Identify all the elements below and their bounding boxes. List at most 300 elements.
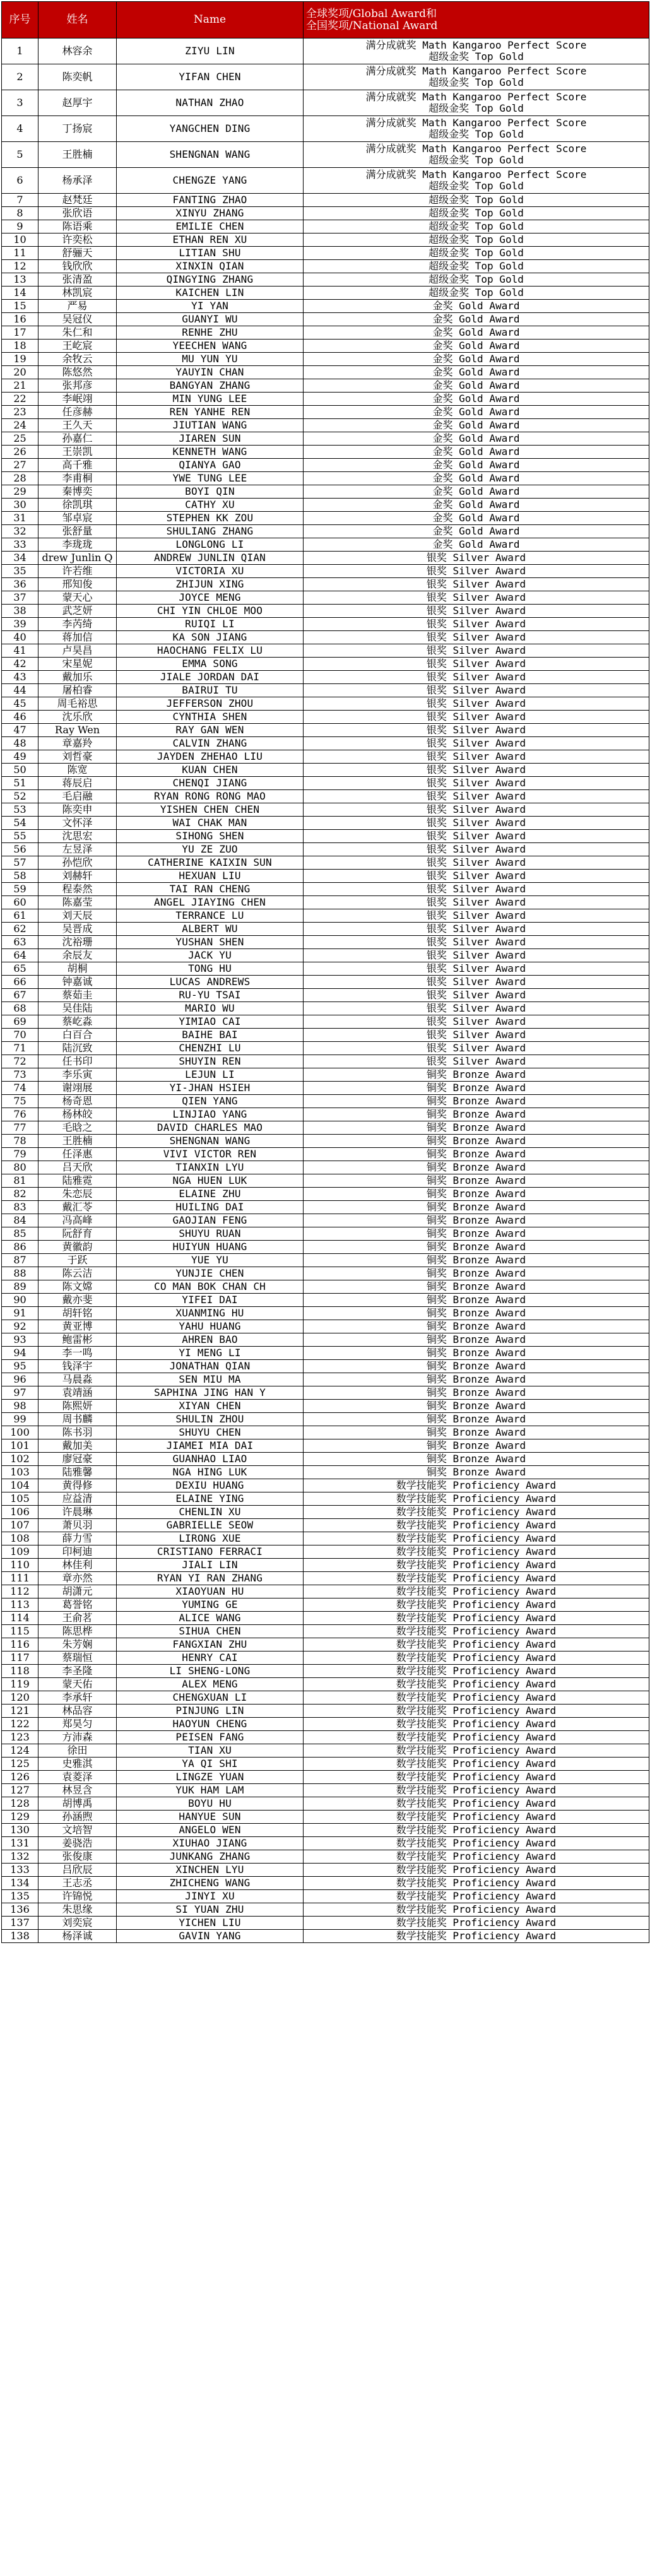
english-name-cell[interactable]: JACK YU — [117, 949, 304, 962]
row-number-cell[interactable]: 120 — [2, 1691, 38, 1705]
award-cell[interactable] — [304, 1559, 649, 1572]
award-cell[interactable] — [304, 1214, 649, 1227]
row-number-cell[interactable]: 35 — [2, 565, 38, 578]
award-cell[interactable] — [304, 485, 649, 499]
english-name-cell[interactable]: YIMIAO CAI — [117, 1015, 304, 1029]
award-cell[interactable] — [304, 340, 649, 353]
row-number-cell[interactable]: 132 — [2, 1850, 38, 1864]
row-number-cell[interactable]: 10 — [2, 233, 38, 247]
chinese-name-cell[interactable]: 蒋加信 — [38, 631, 117, 644]
award-cell[interactable] — [304, 1333, 649, 1347]
english-name-cell[interactable]: CHENGXUAN LI — [117, 1691, 304, 1705]
row-number-cell[interactable]: 135 — [2, 1890, 38, 1903]
chinese-name-cell[interactable]: 章嘉羚 — [38, 737, 117, 750]
row-number-cell[interactable]: 83 — [2, 1201, 38, 1214]
award-cell[interactable] — [304, 419, 649, 432]
award-cell[interactable] — [304, 976, 649, 989]
award-cell[interactable] — [304, 273, 649, 287]
english-name-cell[interactable]: FANTING ZHAO — [117, 194, 304, 207]
header-en-name[interactable]: Name — [117, 2, 304, 38]
english-name-cell[interactable]: GUANYI WU — [117, 313, 304, 326]
chinese-name-cell[interactable]: Ray Wen — [38, 724, 117, 737]
award-cell[interactable] — [304, 512, 649, 525]
english-name-cell[interactable]: ZIYU LIN — [117, 38, 304, 64]
chinese-name-cell[interactable]: 许奕松 — [38, 233, 117, 247]
row-number-cell[interactable]: 50 — [2, 764, 38, 777]
row-number-cell[interactable]: 103 — [2, 1466, 38, 1479]
english-name-cell[interactable]: JIALE JORDAN DAI — [117, 671, 304, 684]
chinese-name-cell[interactable]: 任彦赫 — [38, 406, 117, 419]
english-name-cell[interactable]: YEECHEN WANG — [117, 340, 304, 353]
award-cell[interactable] — [304, 38, 649, 64]
chinese-name-cell[interactable]: 蔡屹淼 — [38, 1015, 117, 1029]
row-number-cell[interactable]: 114 — [2, 1612, 38, 1625]
chinese-name-cell[interactable]: 李岷翊 — [38, 393, 117, 406]
english-name-cell[interactable]: TIAN XU — [117, 1744, 304, 1758]
row-number-cell[interactable]: 18 — [2, 340, 38, 353]
row-number-cell[interactable]: 88 — [2, 1267, 38, 1280]
english-name-cell[interactable]: VIVI VICTOR REN — [117, 1148, 304, 1161]
english-name-cell[interactable]: ANGELO WEN — [117, 1824, 304, 1837]
english-name-cell[interactable]: ALEX MENG — [117, 1678, 304, 1691]
english-name-cell[interactable]: XINYU ZHANG — [117, 207, 304, 220]
row-number-cell[interactable]: 24 — [2, 419, 38, 432]
chinese-name-cell[interactable]: 李承轩 — [38, 1691, 117, 1705]
row-number-cell[interactable]: 19 — [2, 353, 38, 366]
award-cell[interactable] — [304, 1691, 649, 1705]
english-name-cell[interactable]: SEN MIU MA — [117, 1373, 304, 1386]
chinese-name-cell[interactable]: 孙恺欣 — [38, 856, 117, 870]
english-name-cell[interactable]: JOYCE MENG — [117, 591, 304, 605]
award-cell[interactable] — [304, 1201, 649, 1214]
english-name-cell[interactable]: NGA HING LUK — [117, 1466, 304, 1479]
english-name-cell[interactable]: HUILING DAI — [117, 1201, 304, 1214]
award-cell[interactable] — [304, 764, 649, 777]
award-cell[interactable] — [304, 1466, 649, 1479]
english-name-cell[interactable]: RU-YU TSAI — [117, 989, 304, 1002]
award-cell[interactable] — [304, 1864, 649, 1877]
chinese-name-cell[interactable]: 阮舒育 — [38, 1227, 117, 1241]
english-name-cell[interactable]: BANGYAN ZHANG — [117, 379, 304, 393]
english-name-cell[interactable]: SHULIN ZHOU — [117, 1413, 304, 1426]
chinese-name-cell[interactable]: 杨林皎 — [38, 1108, 117, 1121]
award-cell[interactable] — [304, 1877, 649, 1890]
chinese-name-cell[interactable]: 萧贝羽 — [38, 1519, 117, 1532]
row-number-cell[interactable]: 75 — [2, 1095, 38, 1108]
row-number-cell[interactable]: 55 — [2, 830, 38, 843]
award-cell[interactable] — [304, 1479, 649, 1492]
english-name-cell[interactable]: REN YANHE REN — [117, 406, 304, 419]
award-cell[interactable] — [304, 724, 649, 737]
header-award[interactable] — [304, 2, 649, 38]
english-name-cell[interactable]: YUSHAN SHEN — [117, 936, 304, 949]
award-cell[interactable] — [304, 1651, 649, 1665]
english-name-cell[interactable]: SHUYU RUAN — [117, 1227, 304, 1241]
row-number-cell[interactable]: 33 — [2, 538, 38, 552]
chinese-name-cell[interactable]: 邢知俊 — [38, 578, 117, 591]
row-number-cell[interactable]: 15 — [2, 300, 38, 313]
row-number-cell[interactable]: 44 — [2, 684, 38, 697]
chinese-name-cell[interactable]: 李一鸣 — [38, 1347, 117, 1360]
chinese-name-cell[interactable]: 李珑珑 — [38, 538, 117, 552]
chinese-name-cell[interactable]: 许锦悦 — [38, 1890, 117, 1903]
english-name-cell[interactable]: JAYDEN ZHEHAO LIU — [117, 750, 304, 764]
award-cell[interactable] — [304, 1903, 649, 1917]
chinese-name-cell[interactable]: 屠柏睿 — [38, 684, 117, 697]
english-name-cell[interactable]: TAI RAN CHENG — [117, 883, 304, 896]
award-cell[interactable] — [304, 1360, 649, 1373]
award-cell[interactable] — [304, 1930, 649, 1943]
row-number-cell[interactable]: 86 — [2, 1241, 38, 1254]
row-number-cell[interactable]: 9 — [2, 220, 38, 233]
chinese-name-cell[interactable]: 朱芳娴 — [38, 1638, 117, 1651]
row-number-cell[interactable]: 134 — [2, 1877, 38, 1890]
award-cell[interactable] — [304, 1598, 649, 1612]
english-name-cell[interactable]: NGA HUEN LUK — [117, 1174, 304, 1188]
english-name-cell[interactable]: TONG HU — [117, 962, 304, 976]
award-cell[interactable] — [304, 684, 649, 697]
chinese-name-cell[interactable]: 陈熙妍 — [38, 1400, 117, 1413]
chinese-name-cell[interactable]: 姜骁浩 — [38, 1837, 117, 1850]
award-cell[interactable] — [304, 923, 649, 936]
award-cell[interactable] — [304, 870, 649, 883]
award-cell[interactable] — [304, 1320, 649, 1333]
award-cell[interactable] — [304, 1506, 649, 1519]
english-name-cell[interactable]: JIAREN SUN — [117, 432, 304, 446]
row-number-cell[interactable]: 69 — [2, 1015, 38, 1029]
award-cell[interactable] — [304, 1386, 649, 1400]
chinese-name-cell[interactable]: 鲍雷彬 — [38, 1333, 117, 1347]
row-number-cell[interactable]: 76 — [2, 1108, 38, 1121]
english-name-cell[interactable]: HANYUE SUN — [117, 1811, 304, 1824]
english-name-cell[interactable]: XUANMING HU — [117, 1307, 304, 1320]
english-name-cell[interactable]: JIAMEI MIA DAI — [117, 1439, 304, 1453]
award-cell[interactable] — [304, 817, 649, 830]
row-number-cell[interactable]: 51 — [2, 777, 38, 790]
chinese-name-cell[interactable]: 毛启融 — [38, 790, 117, 803]
english-name-cell[interactable]: MARIO WU — [117, 1002, 304, 1015]
award-cell[interactable] — [304, 353, 649, 366]
english-name-cell[interactable]: TIANXIN LYU — [117, 1161, 304, 1174]
award-cell[interactable] — [304, 1161, 649, 1174]
award-cell[interactable] — [304, 949, 649, 962]
award-cell[interactable] — [304, 777, 649, 790]
english-name-cell[interactable]: RENHE ZHU — [117, 326, 304, 340]
english-name-cell[interactable]: YANGCHEN DING — [117, 116, 304, 142]
chinese-name-cell[interactable]: 于跃 — [38, 1254, 117, 1267]
english-name-cell[interactable]: GAVIN YANG — [117, 1930, 304, 1943]
english-name-cell[interactable]: KA SON JIANG — [117, 631, 304, 644]
chinese-name-cell[interactable]: 杨承泽 — [38, 168, 117, 194]
row-number-cell[interactable]: 89 — [2, 1280, 38, 1294]
english-name-cell[interactable]: CATHY XU — [117, 499, 304, 512]
english-name-cell[interactable]: GABRIELLE SEOW — [117, 1519, 304, 1532]
english-name-cell[interactable]: LI SHENG-LONG — [117, 1665, 304, 1678]
chinese-name-cell[interactable]: 陈书羽 — [38, 1426, 117, 1439]
english-name-cell[interactable]: QIANYA GAO — [117, 459, 304, 472]
award-cell[interactable] — [304, 578, 649, 591]
award-cell[interactable] — [304, 1241, 649, 1254]
row-number-cell[interactable]: 127 — [2, 1784, 38, 1797]
award-cell[interactable] — [304, 1188, 649, 1201]
english-name-cell[interactable]: CHI YIN CHLOE MOO — [117, 605, 304, 618]
chinese-name-cell[interactable]: 钟嘉诚 — [38, 976, 117, 989]
award-cell[interactable] — [304, 1148, 649, 1161]
row-number-cell[interactable]: 32 — [2, 525, 38, 538]
row-number-cell[interactable]: 8 — [2, 207, 38, 220]
row-number-cell[interactable]: 61 — [2, 909, 38, 923]
award-cell[interactable] — [304, 697, 649, 711]
award-cell[interactable] — [304, 116, 649, 142]
english-name-cell[interactable]: KUAN CHEN — [117, 764, 304, 777]
row-number-cell[interactable]: 130 — [2, 1824, 38, 1837]
award-cell[interactable] — [304, 1638, 649, 1651]
english-name-cell[interactable]: XIUHAO JIANG — [117, 1837, 304, 1850]
chinese-name-cell[interactable]: 胡轩铭 — [38, 1307, 117, 1320]
row-number-cell[interactable]: 77 — [2, 1121, 38, 1135]
row-number-cell[interactable]: 91 — [2, 1307, 38, 1320]
row-number-cell[interactable]: 2 — [2, 64, 38, 90]
english-name-cell[interactable]: SAPHINA JING HAN Y — [117, 1386, 304, 1400]
english-name-cell[interactable]: YUNJIE CHEN — [117, 1267, 304, 1280]
english-name-cell[interactable]: HENRY CAI — [117, 1651, 304, 1665]
chinese-name-cell[interactable]: 郑昊匀 — [38, 1718, 117, 1731]
chinese-name-cell[interactable]: 蒋辰启 — [38, 777, 117, 790]
award-cell[interactable] — [304, 538, 649, 552]
award-cell[interactable] — [304, 1042, 649, 1055]
chinese-name-cell[interactable]: 张俊康 — [38, 1850, 117, 1864]
row-number-cell[interactable]: 138 — [2, 1930, 38, 1943]
award-cell[interactable] — [304, 366, 649, 379]
row-number-cell[interactable]: 100 — [2, 1426, 38, 1439]
award-cell[interactable] — [304, 1108, 649, 1121]
row-number-cell[interactable]: 74 — [2, 1082, 38, 1095]
award-cell[interactable] — [304, 1492, 649, 1506]
english-name-cell[interactable]: ALICE WANG — [117, 1612, 304, 1625]
chinese-name-cell[interactable]: 高千雅 — [38, 459, 117, 472]
english-name-cell[interactable]: BOYU HU — [117, 1797, 304, 1811]
row-number-cell[interactable]: 45 — [2, 697, 38, 711]
english-name-cell[interactable]: VICTORIA XU — [117, 565, 304, 578]
row-number-cell[interactable]: 66 — [2, 976, 38, 989]
row-number-cell[interactable]: 85 — [2, 1227, 38, 1241]
row-number-cell[interactable]: 101 — [2, 1439, 38, 1453]
english-name-cell[interactable]: LONGLONG LI — [117, 538, 304, 552]
row-number-cell[interactable]: 42 — [2, 658, 38, 671]
chinese-name-cell[interactable]: 严易 — [38, 300, 117, 313]
english-name-cell[interactable]: SHULIANG ZHANG — [117, 525, 304, 538]
chinese-name-cell[interactable]: 戴加乐 — [38, 671, 117, 684]
row-number-cell[interactable]: 21 — [2, 379, 38, 393]
row-number-cell[interactable]: 26 — [2, 446, 38, 459]
english-name-cell[interactable]: HUIYUN HUANG — [117, 1241, 304, 1254]
chinese-name-cell[interactable]: 任泽惠 — [38, 1148, 117, 1161]
row-number-cell[interactable]: 133 — [2, 1864, 38, 1877]
chinese-name-cell[interactable]: 蔡瑞恒 — [38, 1651, 117, 1665]
chinese-name-cell[interactable]: 周书麟 — [38, 1413, 117, 1426]
english-name-cell[interactable]: CHENZHI LU — [117, 1042, 304, 1055]
row-number-cell[interactable]: 136 — [2, 1903, 38, 1917]
row-number-cell[interactable]: 30 — [2, 499, 38, 512]
row-number-cell[interactable]: 92 — [2, 1320, 38, 1333]
chinese-name-cell[interactable]: 林容余 — [38, 38, 117, 64]
row-number-cell[interactable]: 129 — [2, 1811, 38, 1824]
row-number-cell[interactable]: 112 — [2, 1585, 38, 1598]
award-cell[interactable] — [304, 233, 649, 247]
row-number-cell[interactable]: 4 — [2, 116, 38, 142]
row-number-cell[interactable]: 94 — [2, 1347, 38, 1360]
chinese-name-cell[interactable]: 孙嘉仁 — [38, 432, 117, 446]
chinese-name-cell[interactable]: 杨奇恩 — [38, 1095, 117, 1108]
award-cell[interactable] — [304, 1718, 649, 1731]
english-name-cell[interactable]: SIHONG SHEN — [117, 830, 304, 843]
award-cell[interactable] — [304, 499, 649, 512]
chinese-name-cell[interactable]: 赵梵廷 — [38, 194, 117, 207]
award-cell[interactable] — [304, 591, 649, 605]
row-number-cell[interactable]: 53 — [2, 803, 38, 817]
row-number-cell[interactable]: 98 — [2, 1400, 38, 1413]
row-number-cell[interactable]: 113 — [2, 1598, 38, 1612]
chinese-name-cell[interactable]: 宋星妮 — [38, 658, 117, 671]
award-cell[interactable] — [304, 711, 649, 724]
chinese-name-cell[interactable]: 武芝妍 — [38, 605, 117, 618]
english-name-cell[interactable]: DAVID CHARLES MAO — [117, 1121, 304, 1135]
chinese-name-cell[interactable]: 丁扬宸 — [38, 116, 117, 142]
english-name-cell[interactable]: EMMA SONG — [117, 658, 304, 671]
award-cell[interactable] — [304, 1519, 649, 1532]
english-name-cell[interactable]: BAIHE BAI — [117, 1029, 304, 1042]
chinese-name-cell[interactable]: 周毛裕思 — [38, 697, 117, 711]
row-number-cell[interactable]: 5 — [2, 142, 38, 168]
award-cell[interactable] — [304, 605, 649, 618]
row-number-cell[interactable]: 111 — [2, 1572, 38, 1585]
row-number-cell[interactable]: 107 — [2, 1519, 38, 1532]
row-number-cell[interactable]: 95 — [2, 1360, 38, 1373]
award-cell[interactable] — [304, 168, 649, 194]
header-no[interactable]: 序号 — [2, 2, 38, 38]
english-name-cell[interactable]: YUK HAM LAM — [117, 1784, 304, 1797]
row-number-cell[interactable]: 137 — [2, 1917, 38, 1930]
award-cell[interactable] — [304, 790, 649, 803]
award-cell[interactable] — [304, 671, 649, 684]
row-number-cell[interactable]: 65 — [2, 962, 38, 976]
chinese-name-cell[interactable]: 陈宽 — [38, 764, 117, 777]
english-name-cell[interactable]: DEXIU HUANG — [117, 1479, 304, 1492]
english-name-cell[interactable]: JINYI XU — [117, 1890, 304, 1903]
award-cell[interactable] — [304, 644, 649, 658]
row-number-cell[interactable]: 60 — [2, 896, 38, 909]
row-number-cell[interactable]: 109 — [2, 1545, 38, 1559]
row-number-cell[interactable]: 128 — [2, 1797, 38, 1811]
english-name-cell[interactable]: YWE TUNG LEE — [117, 472, 304, 485]
award-cell[interactable] — [304, 194, 649, 207]
award-cell[interactable] — [304, 220, 649, 233]
chinese-name-cell[interactable]: 钱欣欣 — [38, 260, 117, 273]
english-name-cell[interactable]: SHENGNAN WANG — [117, 1135, 304, 1148]
chinese-name-cell[interactable]: 马晨淼 — [38, 1373, 117, 1386]
english-name-cell[interactable]: YAHU HUANG — [117, 1320, 304, 1333]
chinese-name-cell[interactable]: 刘哲豪 — [38, 750, 117, 764]
row-number-cell[interactable]: 40 — [2, 631, 38, 644]
chinese-name-cell[interactable]: 徐田 — [38, 1744, 117, 1758]
english-name-cell[interactable]: AHREN BAO — [117, 1333, 304, 1347]
row-number-cell[interactable]: 70 — [2, 1029, 38, 1042]
award-cell[interactable] — [304, 803, 649, 817]
chinese-name-cell[interactable]: 黄得修 — [38, 1479, 117, 1492]
chinese-name-cell[interactable]: 林佳利 — [38, 1559, 117, 1572]
award-cell[interactable] — [304, 1294, 649, 1307]
row-number-cell[interactable]: 23 — [2, 406, 38, 419]
row-number-cell[interactable]: 97 — [2, 1386, 38, 1400]
row-number-cell[interactable]: 46 — [2, 711, 38, 724]
award-cell[interactable] — [304, 525, 649, 538]
row-number-cell[interactable]: 67 — [2, 989, 38, 1002]
chinese-name-cell[interactable]: 陆雅馨 — [38, 1466, 117, 1479]
award-cell[interactable] — [304, 618, 649, 631]
row-number-cell[interactable]: 78 — [2, 1135, 38, 1148]
row-number-cell[interactable]: 41 — [2, 644, 38, 658]
chinese-name-cell[interactable]: 白百合 — [38, 1029, 117, 1042]
chinese-name-cell[interactable]: 陈悠然 — [38, 366, 117, 379]
award-cell[interactable] — [304, 1029, 649, 1042]
chinese-name-cell[interactable]: 李乐寅 — [38, 1068, 117, 1082]
chinese-name-cell[interactable]: 陆雅霓 — [38, 1174, 117, 1188]
english-name-cell[interactable]: TERRANCE LU — [117, 909, 304, 923]
row-number-cell[interactable]: 16 — [2, 313, 38, 326]
chinese-name-cell[interactable]: 程泰然 — [38, 883, 117, 896]
english-name-cell[interactable]: SHUYIN REN — [117, 1055, 304, 1068]
english-name-cell[interactable]: GUANHAO LIAO — [117, 1453, 304, 1466]
english-name-cell[interactable]: MIN YUNG LEE — [117, 393, 304, 406]
row-number-cell[interactable]: 124 — [2, 1744, 38, 1758]
chinese-name-cell[interactable]: 吕欣辰 — [38, 1864, 117, 1877]
chinese-name-cell[interactable]: 方沛森 — [38, 1731, 117, 1744]
chinese-name-cell[interactable]: 钱泽宇 — [38, 1360, 117, 1373]
row-number-cell[interactable]: 63 — [2, 936, 38, 949]
row-number-cell[interactable]: 116 — [2, 1638, 38, 1651]
english-name-cell[interactable]: YAUYIN CHAN — [117, 366, 304, 379]
english-name-cell[interactable]: YI-JHAN HSIEH — [117, 1082, 304, 1095]
row-number-cell[interactable]: 71 — [2, 1042, 38, 1055]
english-name-cell[interactable]: HAOCHANG FELIX LU — [117, 644, 304, 658]
english-name-cell[interactable]: JIUTIAN WANG — [117, 419, 304, 432]
row-number-cell[interactable]: 57 — [2, 856, 38, 870]
chinese-name-cell[interactable]: 余辰友 — [38, 949, 117, 962]
english-name-cell[interactable]: XIYAN CHEN — [117, 1400, 304, 1413]
chinese-name-cell[interactable]: 应益清 — [38, 1492, 117, 1506]
english-name-cell[interactable]: YI YAN — [117, 300, 304, 313]
chinese-name-cell[interactable]: 沈乐欣 — [38, 711, 117, 724]
chinese-name-cell[interactable]: 王胜楠 — [38, 142, 117, 168]
award-cell[interactable] — [304, 1585, 649, 1598]
chinese-name-cell[interactable]: 胡潇元 — [38, 1585, 117, 1598]
award-cell[interactable] — [304, 1784, 649, 1797]
english-name-cell[interactable]: CATHERINE KAIXIN SUN — [117, 856, 304, 870]
chinese-name-cell[interactable]: 舒骊天 — [38, 247, 117, 260]
award-cell[interactable] — [304, 1705, 649, 1718]
english-name-cell[interactable]: ELAINE ZHU — [117, 1188, 304, 1201]
award-cell[interactable] — [304, 142, 649, 168]
chinese-name-cell[interactable]: 王崇凯 — [38, 446, 117, 459]
english-name-cell[interactable]: ZHIJUN XING — [117, 578, 304, 591]
english-name-cell[interactable]: ANGEL JIAYING CHEN — [117, 896, 304, 909]
english-name-cell[interactable]: YISHEN CHEN CHEN — [117, 803, 304, 817]
english-name-cell[interactable]: CYNTHIA SHEN — [117, 711, 304, 724]
chinese-name-cell[interactable]: 赵厚宇 — [38, 90, 117, 116]
award-cell[interactable] — [304, 446, 649, 459]
chinese-name-cell[interactable]: drew Junlin Q — [38, 552, 117, 565]
english-name-cell[interactable]: JONATHAN QIAN — [117, 1360, 304, 1373]
